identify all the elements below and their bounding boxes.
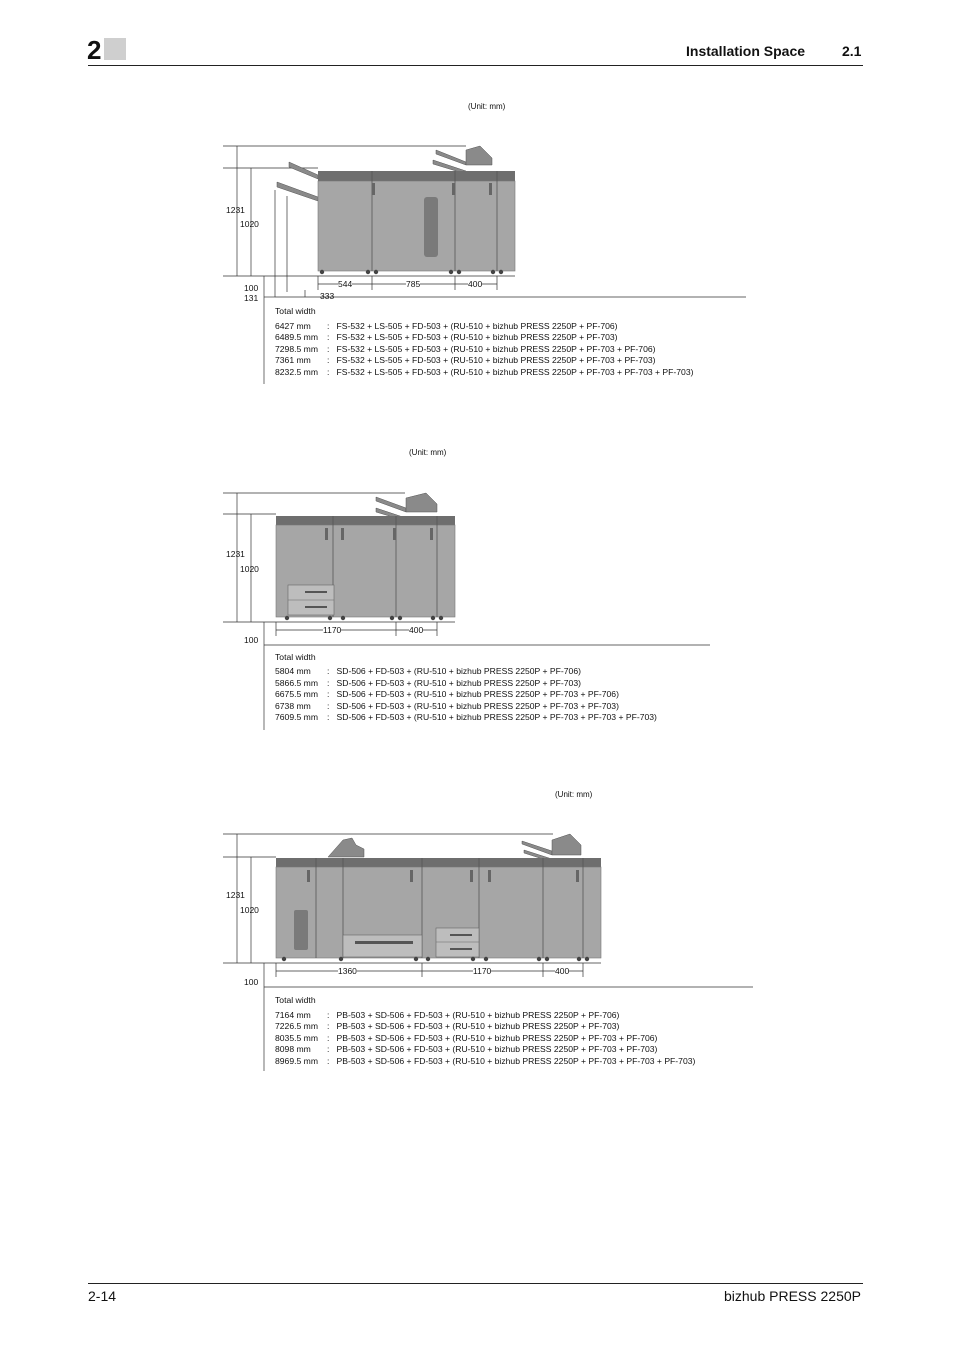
footer-rule: [88, 1283, 863, 1284]
list-item: 7298.5 mm : FS-532 + LS-505 + FD-503 + (RU-510 + bizhub PRESS 2250P + PF-703 + PF-706): [275, 343, 656, 354]
width-1170: 1170: [323, 625, 342, 635]
list-item: 5804 mm : SD-506 + FD-503 + (RU-510 + bizhub PRESS 2250P + PF-706): [275, 666, 581, 676]
section-number: 2.1: [842, 43, 862, 59]
height-1231: 1231: [226, 549, 245, 559]
list-item: 8969.5 mm : PB-503 + SD-506 + FD-503 + (RU-510 + bizhub PRESS 2250P + PF-703 + PF-703 + PF-703): [275, 1055, 696, 1066]
offset-100: 100: [244, 283, 259, 293]
width-785: 785: [406, 279, 421, 289]
width-400: 400: [468, 279, 483, 289]
list-item: 7226.5 mm : PB-503 + SD-506 + FD-503 + (RU-510 + bizhub PRESS 2250P + PF-703): [275, 1021, 620, 1031]
total-width-label: Total width: [275, 652, 316, 662]
list-item: 8098 mm : PB-503 + SD-506 + FD-503 + (RU-510 + bizhub PRESS 2250P + PF-703 + PF-703): [275, 1044, 658, 1054]
unit-label: (Unit: mm): [555, 790, 593, 799]
offset-100: 100: [244, 635, 259, 645]
list-item: 8035.5 mm : PB-503 + SD-506 + FD-503 + (RU-510 + bizhub PRESS 2250P + PF-703 + PF-706): [275, 1032, 658, 1043]
list-item: 6427 mm : FS-532 + LS-505 + FD-503 + (RU-510 + bizhub PRESS 2250P + PF-706): [275, 321, 618, 331]
unit-label: (Unit: mm): [468, 102, 506, 111]
offset-333: 333: [320, 291, 335, 301]
height-1231: 1231: [226, 890, 245, 900]
width-400: 400: [555, 966, 570, 976]
width-1360: 1360: [338, 966, 357, 976]
height-1231: 1231: [226, 205, 245, 215]
height-1020: 1020: [240, 564, 259, 574]
list-item: 7361 mm : FS-532 + LS-505 + FD-503 + (RU-510 + bizhub PRESS 2250P + PF-703 + PF-703): [275, 355, 656, 365]
height-1020: 1020: [240, 219, 259, 229]
list-item: 7164 mm : PB-503 + SD-506 + FD-503 + (RU-510 + bizhub PRESS 2250P + PF-706): [275, 1009, 620, 1020]
height-1020: 1020: [240, 905, 259, 915]
list-item: 6738 mm : SD-506 + FD-503 + (RU-510 + bizhub PRESS 2250P + PF-703 + PF-703): [275, 700, 619, 711]
page-number: 2-14: [88, 1288, 117, 1304]
width-544: 544: [338, 279, 353, 289]
product-name: bizhub PRESS 2250P: [724, 1288, 861, 1304]
section-title: Installation Space: [686, 43, 806, 59]
list-item: 5866.5 mm : SD-506 + FD-503 + (RU-510 + bizhub PRESS 2250P + PF-703): [275, 677, 581, 688]
list-item: 8232.5 mm : FS-532 + LS-505 + FD-503 + (RU-510 + bizhub PRESS 2250P + PF-703 + PF-703 + PF-703): [275, 366, 694, 377]
total-width-label: Total width: [275, 306, 316, 316]
chapter-number: 2: [87, 35, 102, 65]
offset-131: 131: [244, 293, 259, 303]
width-400: 400: [409, 625, 424, 635]
list-item: 6675.5 mm : SD-506 + FD-503 + (RU-510 + bizhub PRESS 2250P + PF-703 + PF-706): [275, 689, 619, 699]
width-1170: 1170: [473, 966, 492, 976]
list-item: 7609.5 mm : SD-506 + FD-503 + (RU-510 + bizhub PRESS 2250P + PF-703 + PF-703 + PF-703): [275, 712, 657, 722]
total-width-table-3: [275, 995, 755, 1075]
list-item: 6489.5 mm : FS-532 + LS-505 + FD-503 + (RU-510 + bizhub PRESS 2250P + PF-703): [275, 332, 618, 342]
offset-100: 100: [244, 977, 259, 987]
unit-label: (Unit: mm): [409, 448, 447, 457]
total-width-label: Total width: [275, 995, 316, 1005]
